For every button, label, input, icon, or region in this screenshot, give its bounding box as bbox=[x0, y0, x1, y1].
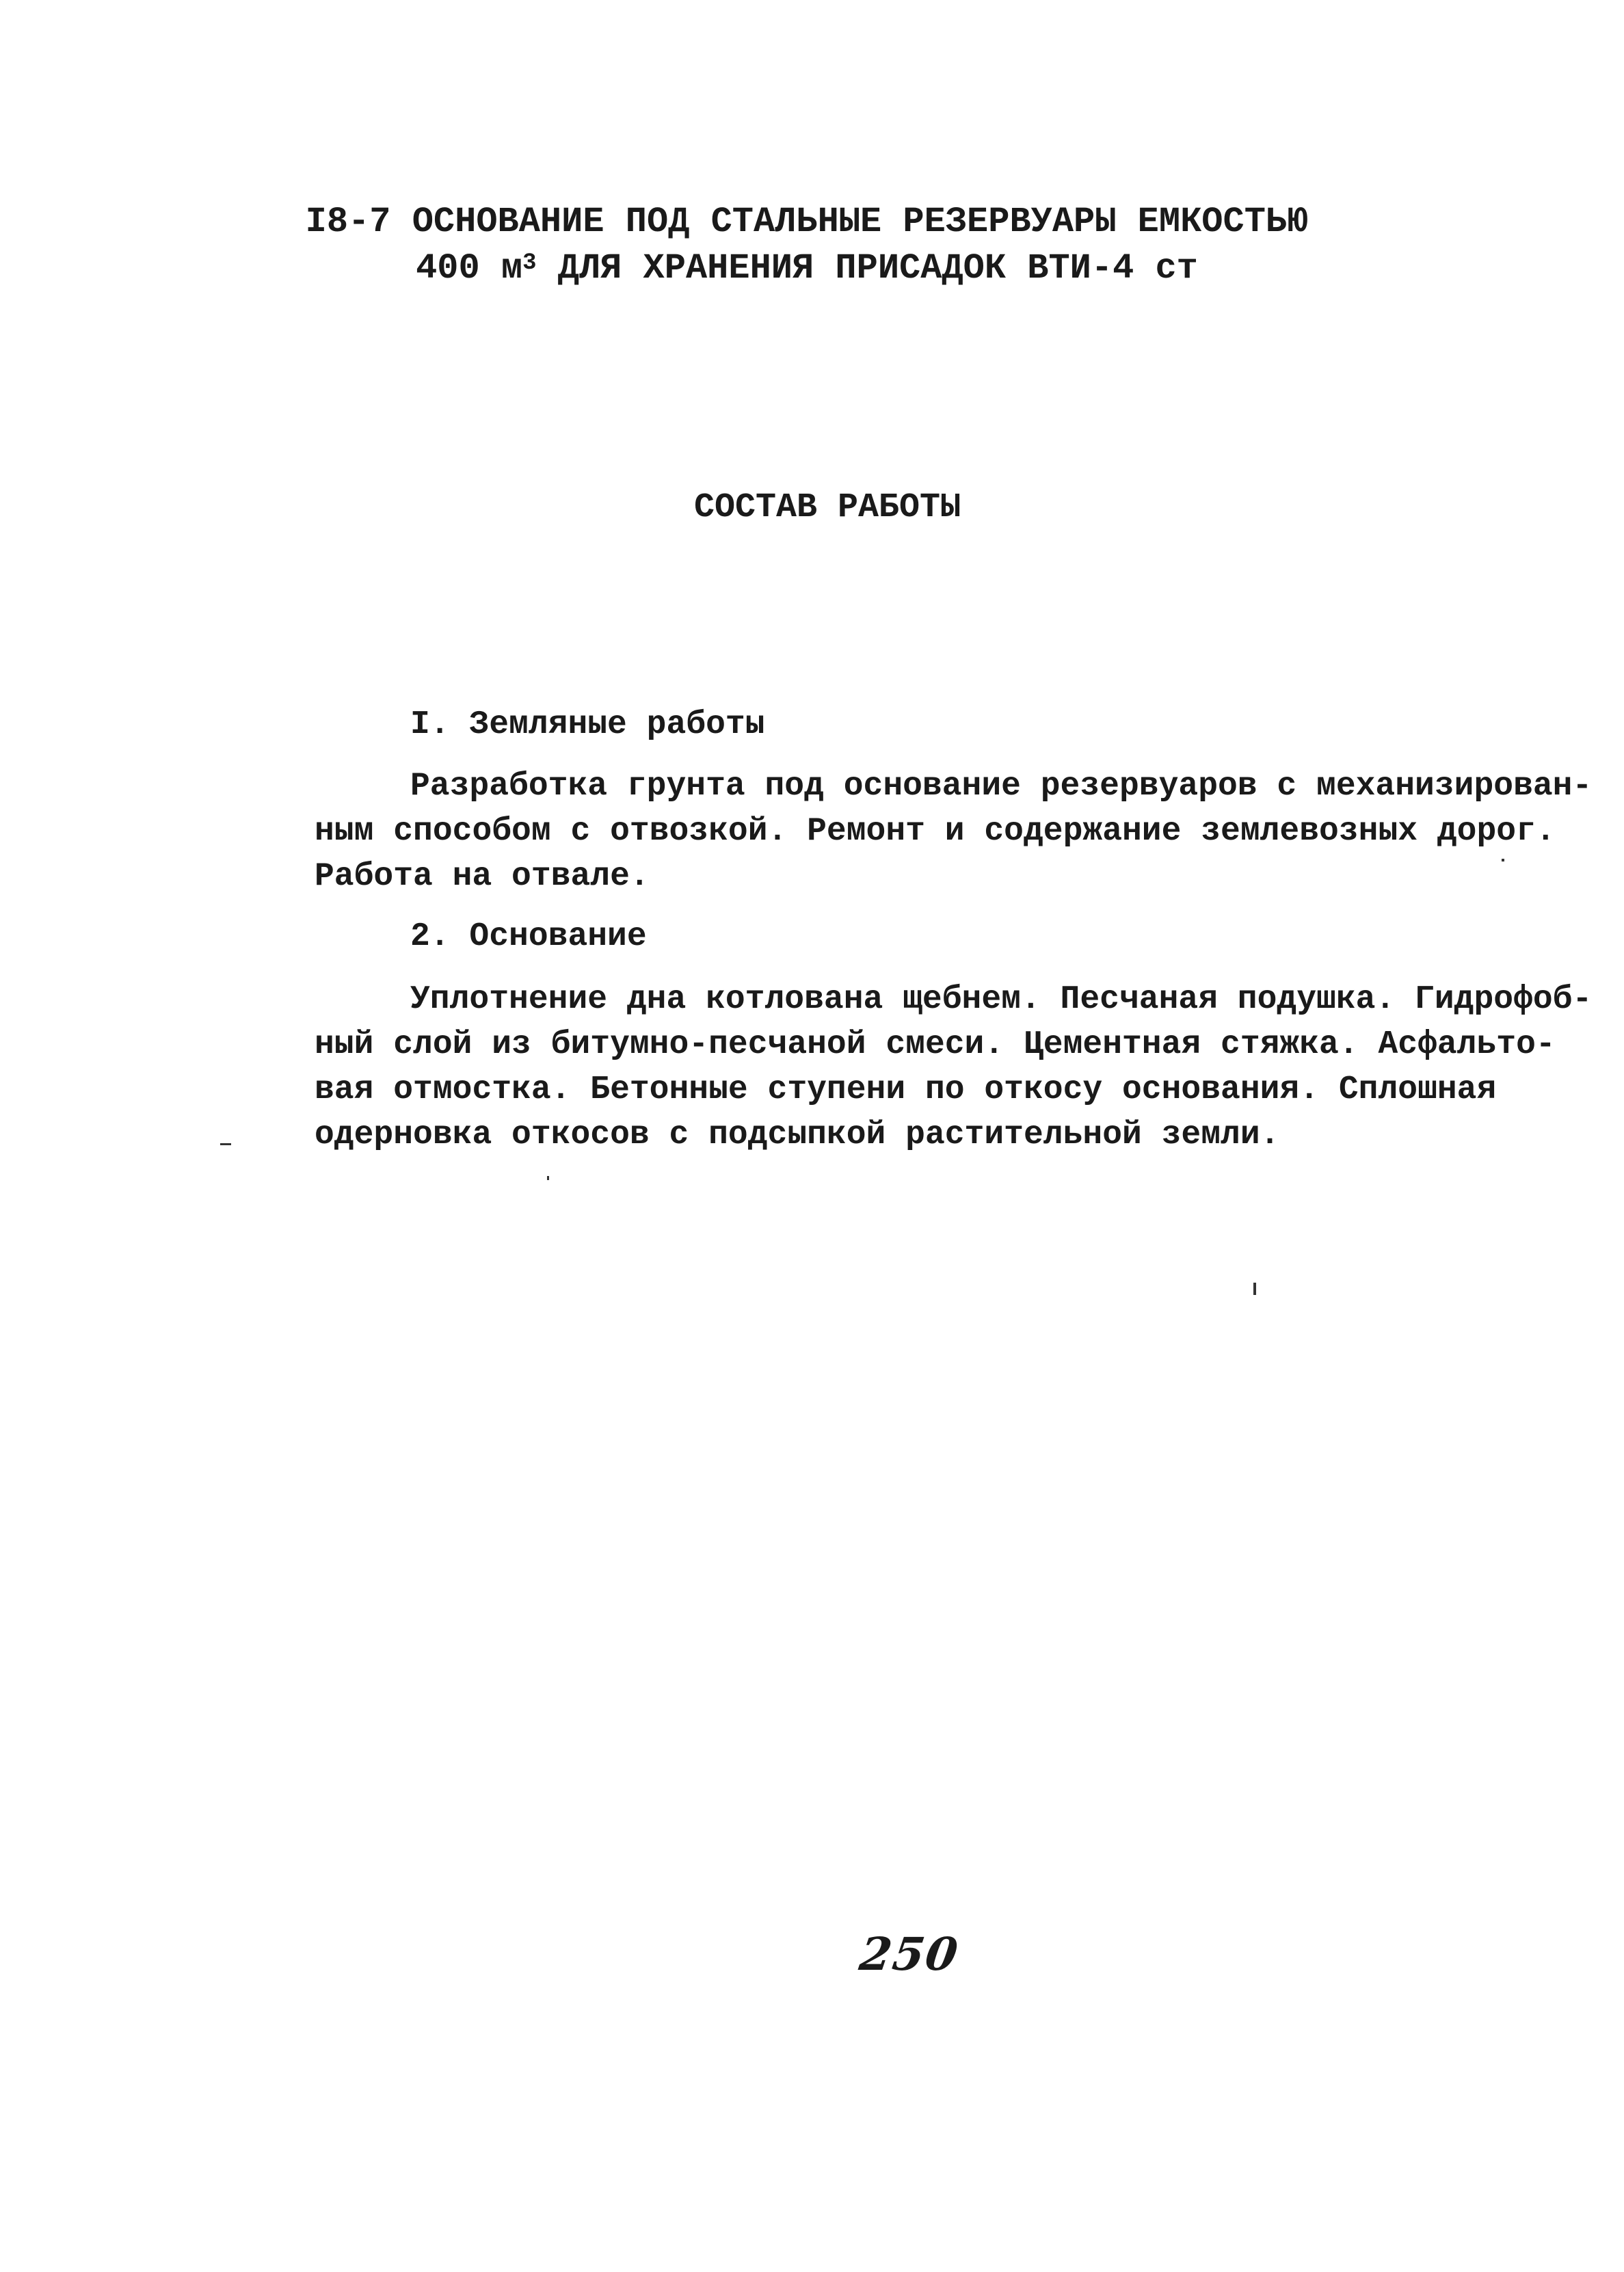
section-1-line-1: Разработка грунта под основание резервуаров с механизирован- bbox=[410, 768, 1593, 805]
title-line-2-superscript: 3 bbox=[522, 250, 537, 276]
section-2-line-2: ный слой из битумно-песчаной смеси. Цементная стяжка. Асфальто- bbox=[315, 1026, 1556, 1063]
section-2-line-1: Уплотнение дна котлована щебнем. Песчаная подушка. Гидрофоб- bbox=[410, 981, 1593, 1018]
page-number: 250 bbox=[856, 1927, 963, 1981]
section-2-line-4: одерновка откосов с подсыпкой растительной земли. bbox=[315, 1117, 1280, 1153]
document-title-line-2 bbox=[287, 246, 1327, 291]
section-heading: СОСТАВ РАБОТЫ bbox=[693, 488, 961, 527]
document-title-line-1: I8-7 ОСНОВАНИЕ ПОД СТАЛЬНЫЕ РЕЗЕРВУАРЫ ЕМКОСТЬЮ bbox=[305, 202, 1309, 242]
section-1-title: I. Земляные работы bbox=[410, 706, 765, 743]
title-line-2-prefix: 400 м bbox=[416, 248, 523, 289]
title-line-2-suffix: ДЛЯ ХРАНЕНИЯ ПРИСАДОК ВТИ-4 ст bbox=[536, 248, 1198, 289]
section-2-title: 2. Основание bbox=[410, 918, 647, 955]
section-1-line-2: ным способом с отвозкой. Ремонт и содержание землевозных дорог. bbox=[315, 813, 1556, 850]
section-1-line-3: Работа на отвале. bbox=[315, 858, 650, 895]
scan-speck bbox=[220, 1143, 231, 1145]
scan-speck bbox=[1253, 1283, 1256, 1295]
section-2-line-3: вая отмостка. Бетонные ступени по откосу основания. Сплошная bbox=[315, 1071, 1497, 1108]
scan-speck bbox=[547, 1176, 549, 1180]
scan-speck bbox=[1502, 859, 1504, 861]
